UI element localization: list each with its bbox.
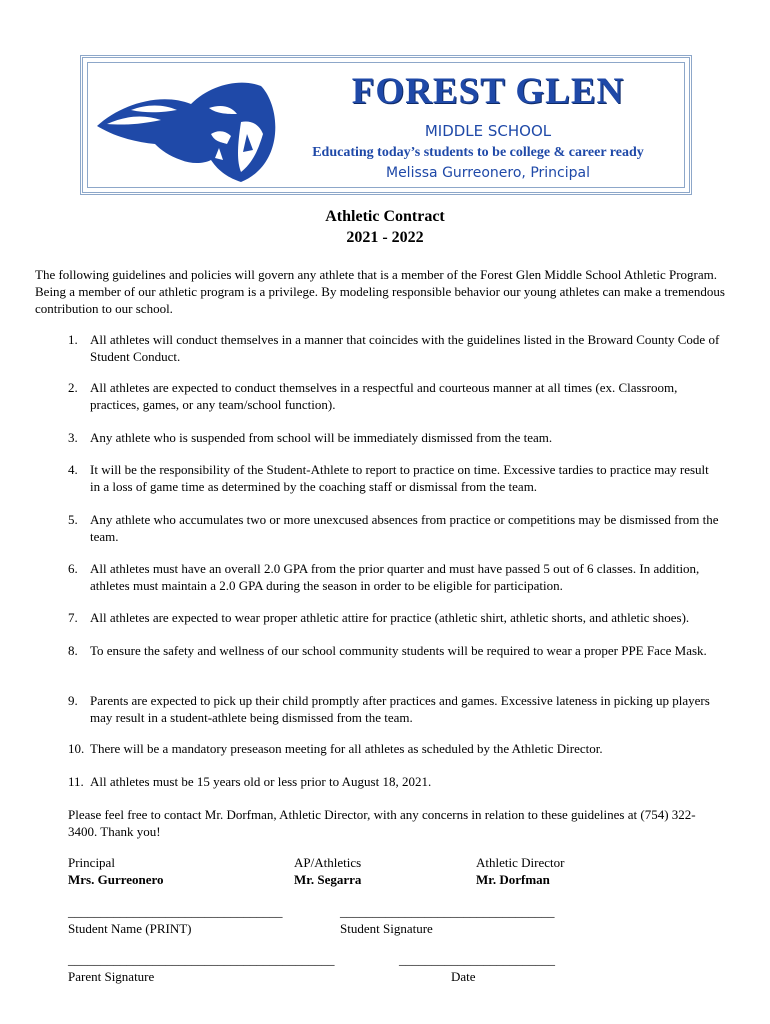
list-item-number: 7. (68, 610, 78, 625)
list-item-number: 6. (68, 561, 78, 576)
staff-role: Principal (68, 855, 115, 870)
list-item-number: 1. (68, 332, 78, 347)
list-item-number: 11. (68, 774, 84, 789)
student-name-line[interactable]: _________________________________ (68, 904, 283, 919)
list-item-text: All athletes will conduct themselves in a manner that coincides with the guidelines listed in the Broward County Code of Student Conduct. (90, 332, 720, 364)
list-item-number: 2. (68, 380, 78, 395)
principal-name: Melissa Gurreonero, Principal (385, 165, 590, 181)
list-item-text: All athletes are expected to conduct themselves in a respectful and courteous manner at all times (ex. Classroom, practices, games, or any team/school function). (90, 380, 678, 412)
list-item-text: Any athlete who is suspended from school will be immediately dismissed from the team. (90, 430, 553, 445)
panther-logo-icon (91, 64, 281, 184)
staff-role: Athletic Director (476, 855, 565, 870)
list-item-text: Any athlete who accumulates two or more unexcused absences from practice or competitions may be dismissed from the team. (90, 512, 719, 544)
staff-name: Mr. Segarra (294, 872, 362, 887)
school-banner (80, 55, 692, 195)
staff-principal (68, 854, 164, 888)
student-signature-line[interactable]: _________________________________ (340, 904, 555, 919)
staff-name: Mr. Dorfman (476, 872, 550, 887)
list-item-text: All athletes must have an overall 2.0 GPA from the prior quarter and must have passed 5 out of 6 classes. In addition, athletes must maintain a 2.0 GPA during the season in order to be eligible for participation. (90, 561, 700, 593)
document-title: Athletic Contract (325, 208, 445, 225)
list-item-number: 4. (68, 462, 78, 477)
intro-paragraph: The following guidelines and policies will govern any athlete that is a member of the Forest Glen Middle School Athletic Program. Being a member of our athletic program is a privilege. By modeling responsible behavior our young athletes can make a tremendous contribution to our school. (35, 267, 725, 316)
list-item-text: All athletes must be 15 years old or less prior to August 18, 2021. (90, 774, 432, 789)
list-item-number: 5. (68, 512, 78, 527)
list-item-number: 10. (68, 741, 85, 756)
list-item-text: All athletes are expected to wear proper athletic attire for practice (athletic shirt, athletic shorts, and athletic shoes). (90, 610, 690, 625)
school-subtitle: MIDDLE SCHOOL (424, 122, 552, 140)
staff-role: AP/Athletics (294, 855, 362, 870)
document-year: 2021 - 2022 (346, 229, 424, 246)
student-name-label: Student Name (PRINT) (68, 921, 192, 936)
staff-ap-athletics (294, 854, 361, 888)
parent-signature-label: Parent Signature (68, 969, 155, 984)
student-signature-label: Student Signature (340, 921, 433, 936)
list-item-number: 3. (68, 430, 78, 445)
school-name: FOREST GLEN (351, 71, 625, 112)
list-item-number: 8. (68, 643, 78, 658)
list-item-number: 9. (68, 693, 78, 708)
contact-paragraph: Please feel free to contact Mr. Dorfman, Athletic Director, with any concerns in relation to these guidelines at (754) 322-3400. Thank you! (68, 807, 696, 839)
school-tagline: Educating today’s students to be college & career ready (312, 145, 644, 160)
list-item-text: It will be the responsibility of the Student-Athlete to report to practice on time. Excessive tardies to practice may result in a loss of game time as determined by the coaching staff or dismissal from the team. (90, 462, 709, 494)
list-item-text: To ensure the safety and wellness of our school community students will be required to wear a proper PPE Face Mask. (90, 643, 707, 658)
staff-athletic-director (476, 854, 564, 888)
parent-signature-line[interactable]: _________________________________________ (68, 952, 335, 967)
list-item-text: There will be a mandatory preseason meeting for all athletes as scheduled by the Athletic Director. (90, 741, 603, 756)
date-line[interactable]: ________________________ (399, 952, 555, 967)
list-item-text: Parents are expected to pick up their child promptly after practices and games. Excessive lateness in picking up players may result in a student-athlete being dismissed from the team. (90, 693, 710, 725)
date-label: Date (451, 969, 476, 984)
staff-name: Mrs. Gurreonero (68, 872, 164, 887)
